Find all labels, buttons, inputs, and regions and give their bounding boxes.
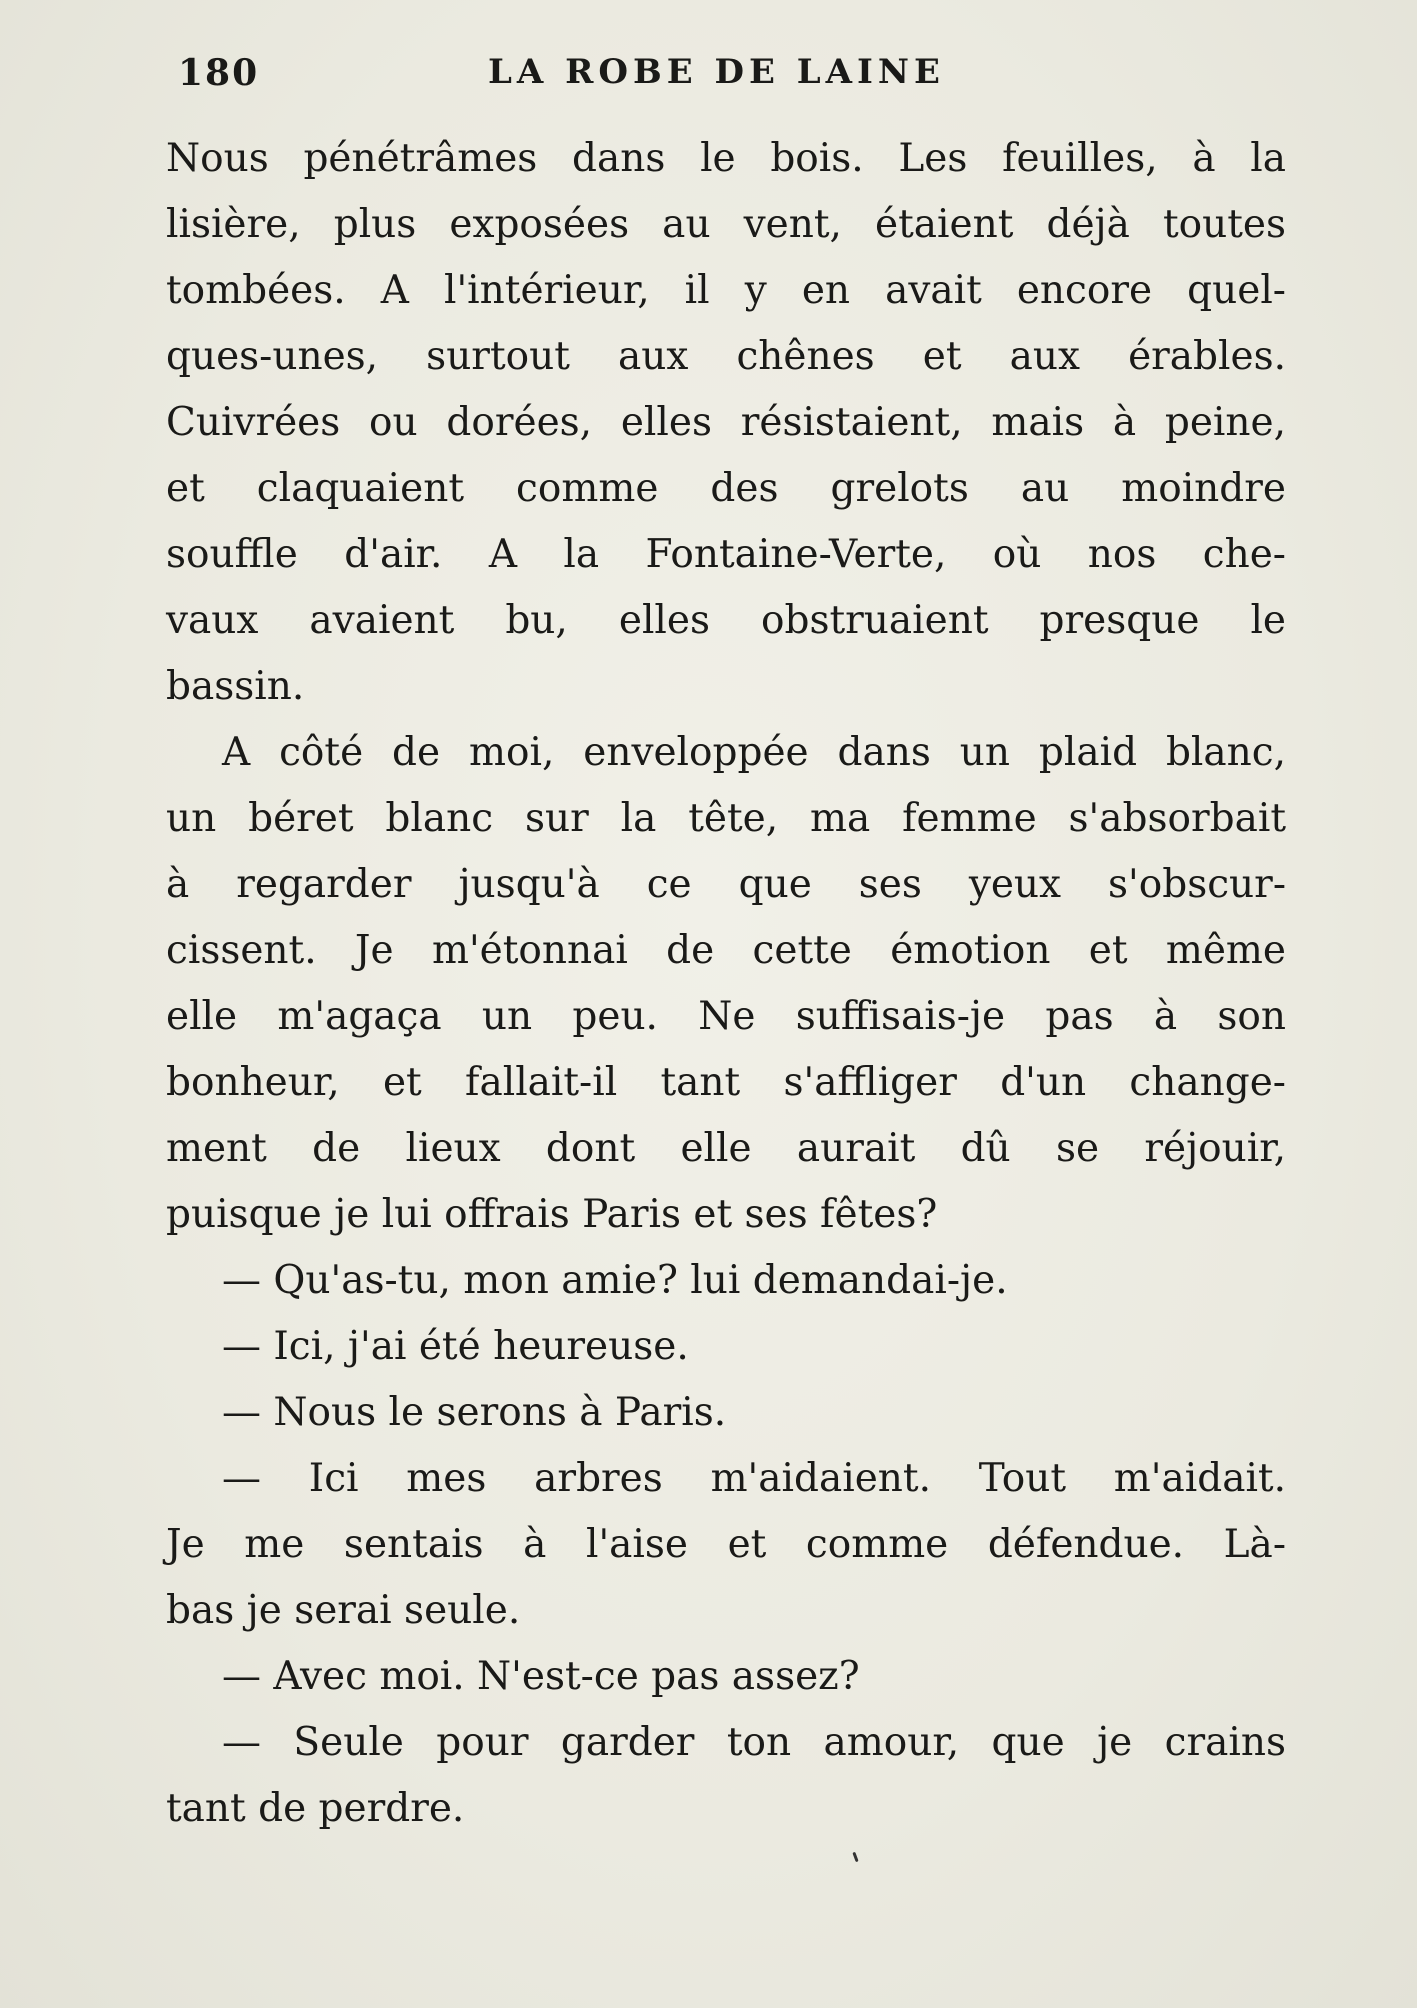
body-text	[166, 126, 1286, 1842]
text-line: elle m'agaça un peu. Ne suffisais-je pas à son	[166, 994, 1286, 1039]
text-line: à regarder jusqu'à ce que ses yeux s'obscur-	[166, 862, 1286, 907]
dialogue-line: — Avec moi. N'est-ce pas assez?	[222, 1654, 860, 1699]
text-line: lisière, plus exposées au vent, étaient déjà toutes	[166, 202, 1286, 247]
text-line: tombées. A l'intérieur, il y en avait encore quel-	[166, 268, 1286, 313]
text-line: tant de perdre.	[166, 1786, 465, 1831]
dialogue-line: — Nous le serons à Paris.	[222, 1390, 727, 1435]
running-head	[168, 52, 1288, 100]
text-line: un béret blanc sur la tête, ma femme s'absorbait	[166, 796, 1286, 841]
text-line: Nous pénétrâmes dans le bois. Les feuilles, à la	[166, 136, 1286, 181]
text-line: cissent. Je m'étonnai de cette émotion et même	[166, 928, 1286, 973]
text-line: et claquaient comme des grelots au moindre	[166, 466, 1286, 511]
text-line: puisque je lui offrais Paris et ses fêtes?	[166, 1192, 938, 1237]
dialogue-line: — Seule pour garder ton amour, que je crains	[222, 1720, 1286, 1765]
dialogue-line: — Ici mes arbres m'aidaient. Tout m'aidait.	[222, 1456, 1286, 1501]
text-line: bas je serai seule.	[166, 1588, 521, 1633]
print-speck	[852, 1852, 858, 1862]
text-line: bonheur, et fallait-il tant s'affliger d'un change-	[166, 1060, 1286, 1105]
text-line: souffle d'air. A la Fontaine-Verte, où nos che-	[166, 532, 1286, 577]
running-title: LA ROBE DE LAINE	[488, 52, 945, 92]
page-number: 180	[178, 52, 260, 94]
text-line: vaux avaient bu, elles obstruaient presque le	[166, 598, 1286, 643]
dialogue-line: — Qu'as-tu, mon amie? lui demandai-je.	[222, 1258, 1008, 1303]
text-line: Je me sentais à l'aise et comme défendue. Là-	[166, 1522, 1286, 1567]
dialogue-line: — Ici, j'ai été heureuse.	[222, 1324, 689, 1369]
text-line: ment de lieux dont elle aurait dû se réjouir,	[166, 1126, 1286, 1171]
text-line: Cuivrées ou dorées, elles résistaient, mais à peine,	[166, 400, 1286, 445]
text-line: ques-unes, surtout aux chênes et aux érables.	[166, 334, 1286, 379]
text-line: bassin.	[166, 664, 305, 709]
text-line: A côté de moi, enveloppée dans un plaid blanc,	[222, 730, 1286, 775]
